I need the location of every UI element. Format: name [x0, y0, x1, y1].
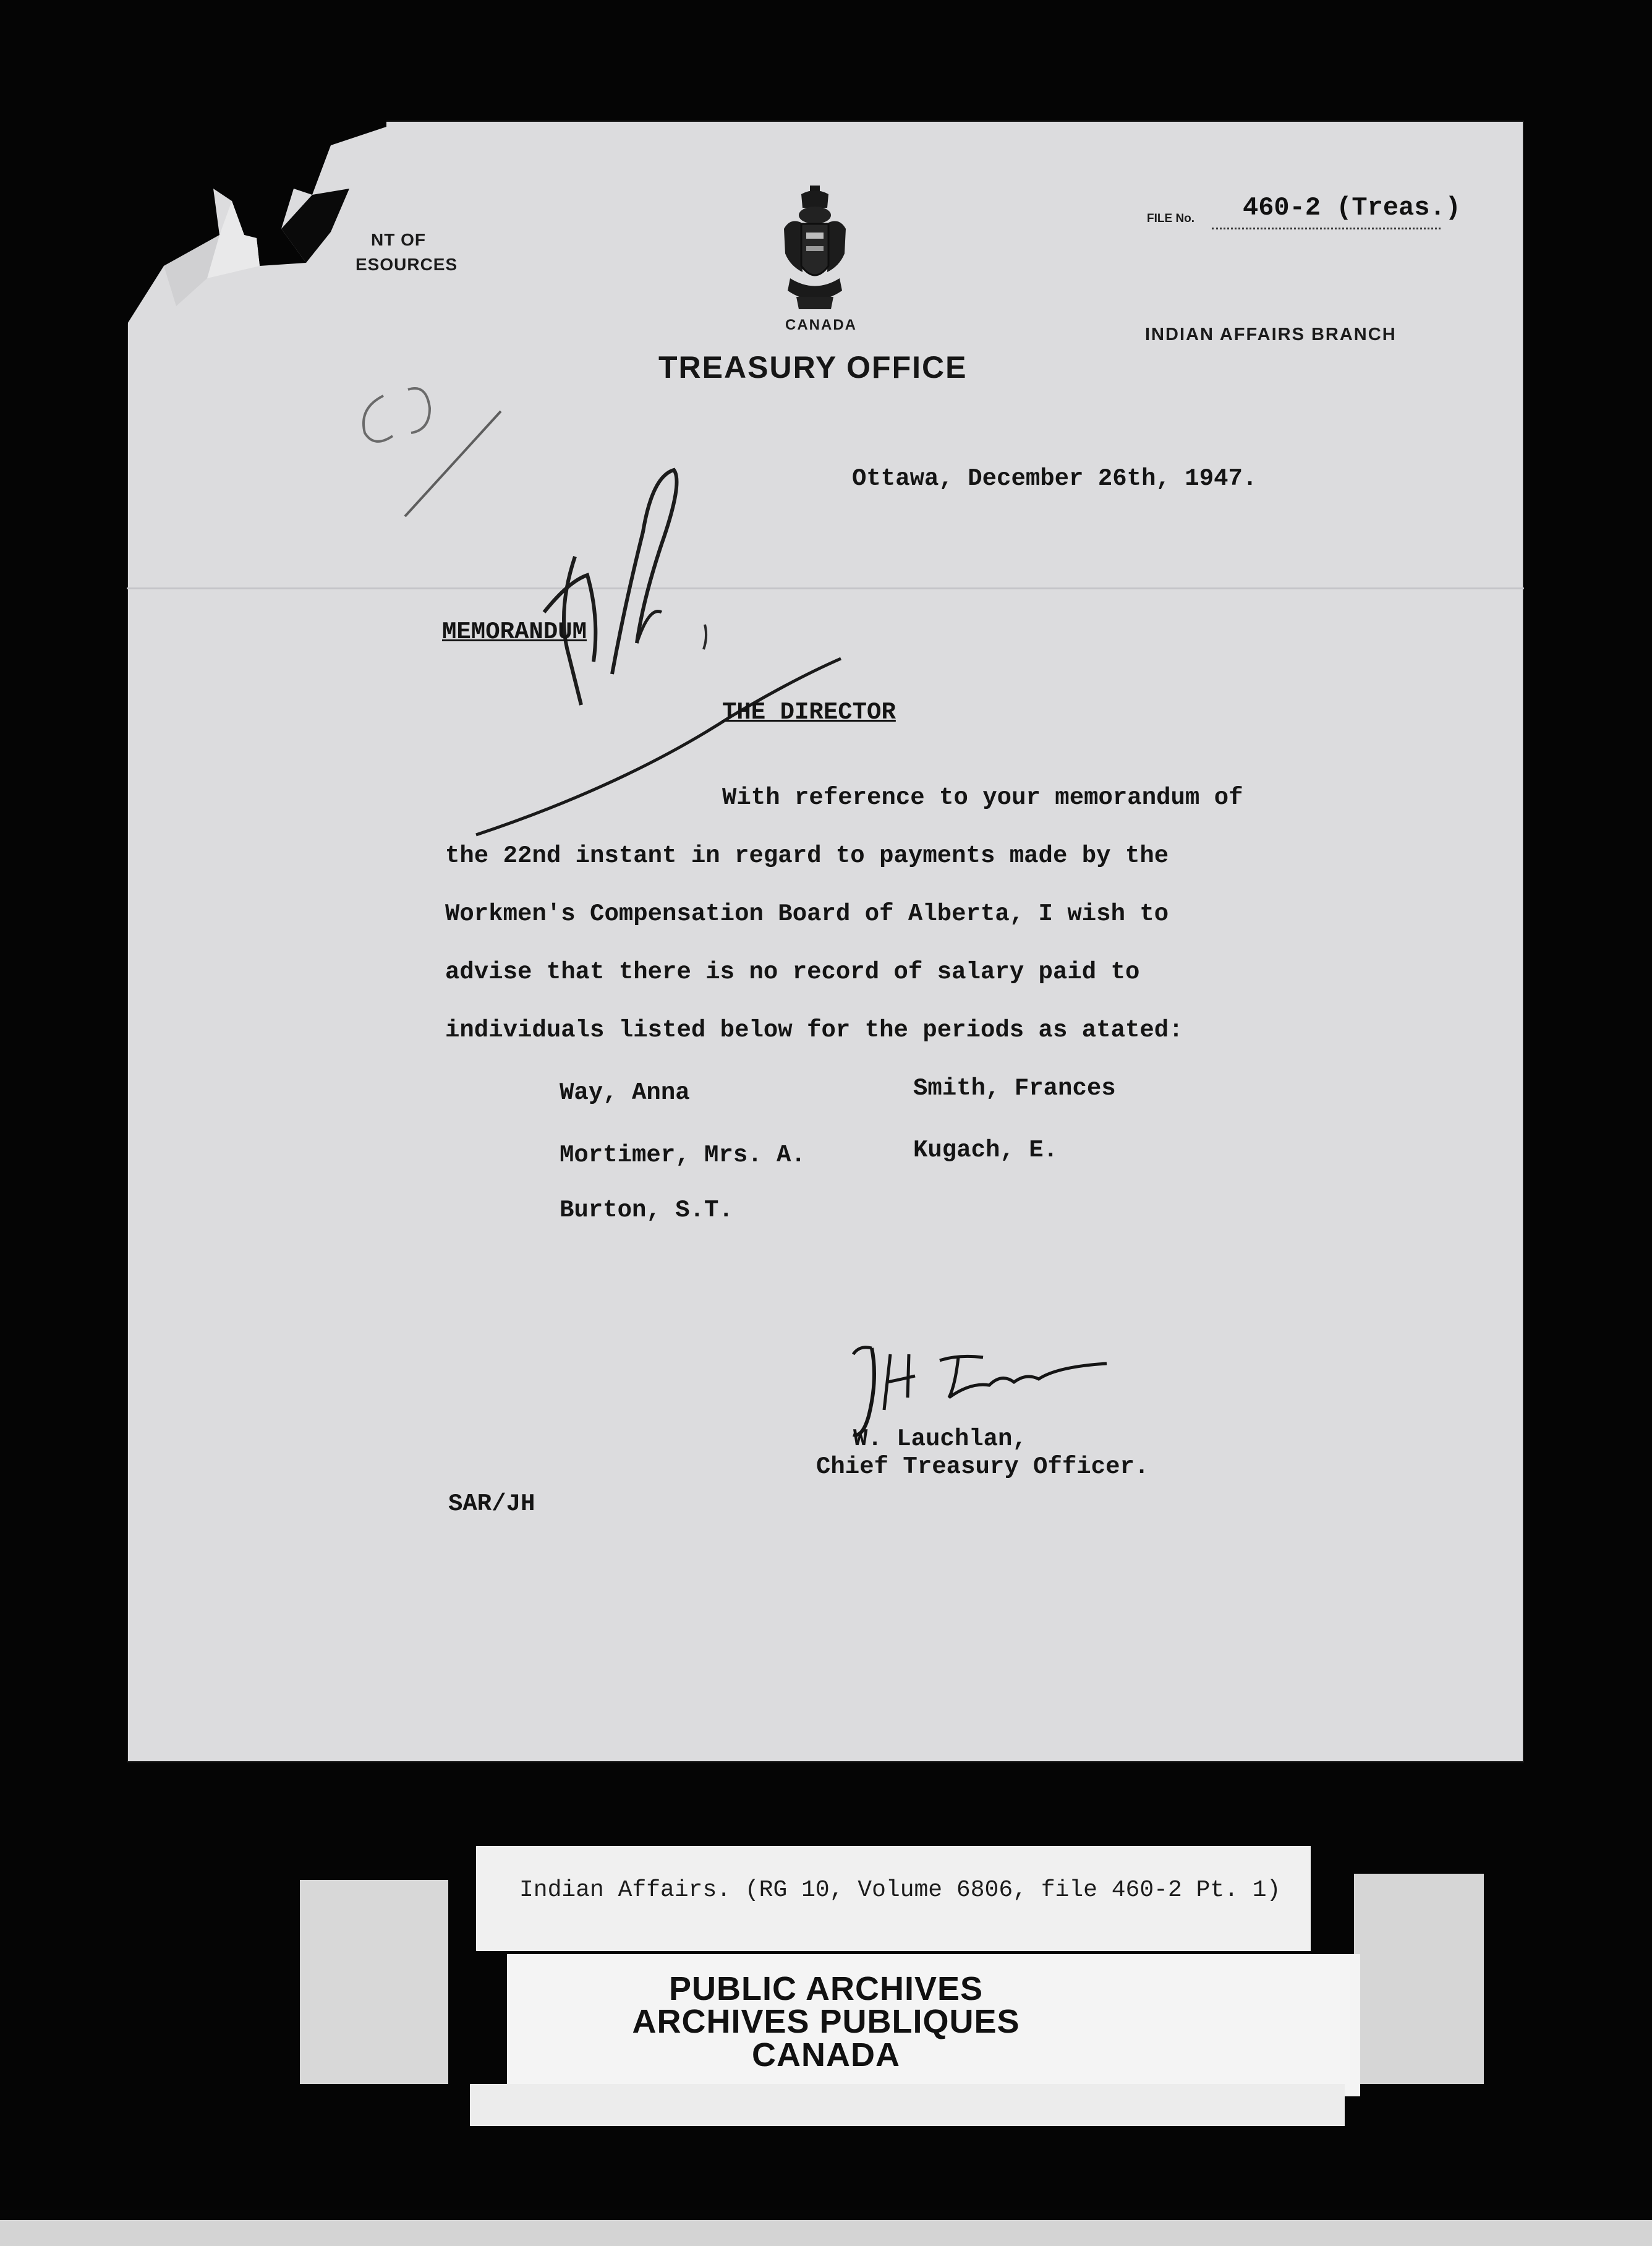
signatory-title: Chief Treasury Officer. — [816, 1453, 1149, 1480]
signatory-name: W. Lauchlan, — [853, 1425, 1027, 1453]
office-title: TREASURY OFFICE — [658, 350, 968, 385]
body-line-5: individuals listed below for the periods as atated: — [445, 1017, 1183, 1044]
body-line-2: the 22nd instant in regard to payments made by the — [445, 842, 1169, 869]
crest-caption: CANADA — [785, 317, 857, 333]
letter-date: Ottawa, December 26th, 1947. — [852, 465, 1258, 492]
ink-slash — [470, 649, 853, 847]
department-line-2: ESOURCES — [356, 255, 458, 274]
name-right-1: Smith, Frances — [913, 1075, 1116, 1102]
paper-fold — [127, 587, 1524, 589]
name-left-1: Way, Anna — [560, 1079, 690, 1106]
pencil-annotation — [346, 371, 519, 532]
file-label: FILE No. — [1147, 212, 1195, 225]
scan-bottom-band — [0, 2220, 1652, 2246]
body-line-4: advise that there is no record of salary paid to — [445, 959, 1140, 986]
name-left-2: Mortimer, Mrs. A. — [560, 1142, 806, 1169]
body-line-3: Workmen's Compensation Board of Alberta, I wish to — [445, 900, 1169, 928]
department-line-1: NT OF — [371, 230, 426, 249]
stamp-line-3: CANADA — [752, 2036, 900, 2073]
archive-stamp-strip — [470, 2084, 1345, 2126]
file-number-line — [1212, 228, 1441, 229]
memo-heading: MEMORANDUM — [442, 618, 587, 646]
stamp-line-2: ARCHIVES PUBLIQUES — [632, 2003, 1020, 2040]
name-left-3: Burton, S.T. — [560, 1197, 733, 1224]
coat-of-arms-icon — [778, 186, 852, 312]
addressee: THE DIRECTOR — [722, 699, 896, 726]
name-right-2: Kugach, E. — [913, 1137, 1058, 1164]
branch-name: INDIAN AFFAIRS BRANCH — [1145, 325, 1397, 344]
stamp-line-1: PUBLIC ARCHIVES — [668, 1970, 984, 2007]
archive-reference: Indian Affairs. (RG 10, Volume 6806, file 460-2 Pt. 1) — [519, 1877, 1281, 1903]
torn-corner — [127, 121, 386, 356]
typist-initials: SAR/JH — [448, 1490, 535, 1518]
body-line-1: With reference to your memorandum of — [722, 784, 1243, 811]
file-number: 460-2 (Treas.) — [1243, 193, 1461, 223]
